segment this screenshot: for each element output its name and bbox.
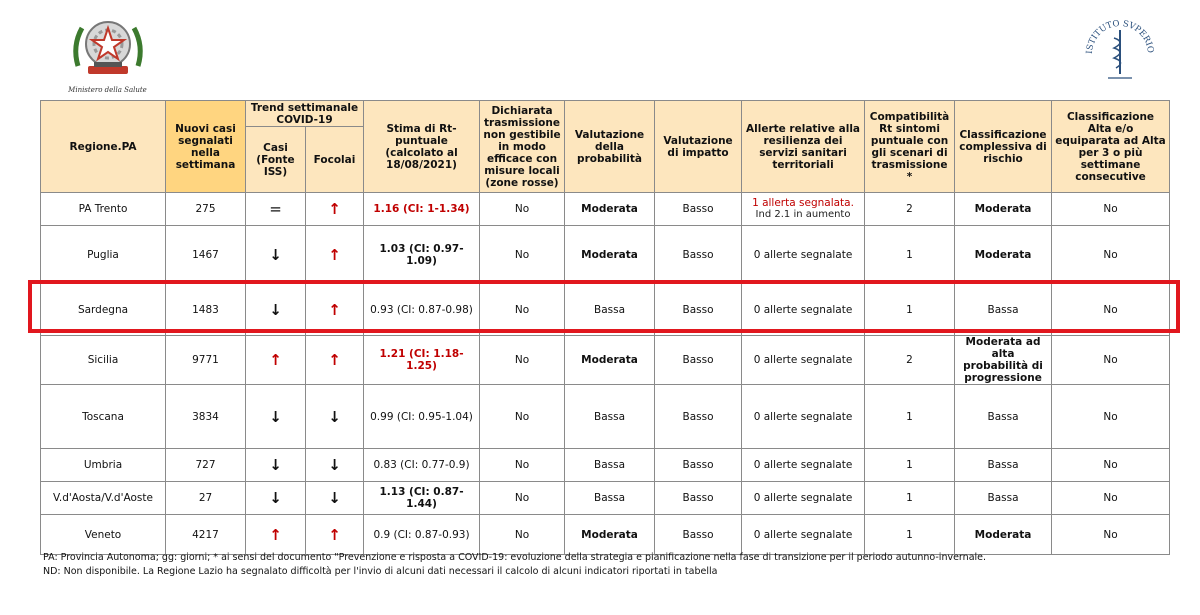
cell-dichiarata: No: [480, 193, 565, 226]
footnote-2: ND: Non disponibile. La Regione Lazio ha segnalato difficoltà per l'invio di alcuni dati necessari il calcolo di alcuni indicatori riportati in tabella: [43, 566, 718, 577]
cell-dichiarata: No: [480, 515, 565, 555]
cell-trend-casi: ↑: [246, 336, 306, 385]
cell-trend-casi: ↓: [246, 226, 306, 284]
cell-nuovi-casi: 9771: [166, 336, 246, 385]
cell-classificazione: Moderata: [955, 193, 1052, 226]
cell-allerte: [742, 226, 865, 284]
ministero-caption: Ministero della Salute: [68, 86, 147, 94]
table-row: [41, 336, 1170, 385]
cell-trend-casi: ↓: [246, 385, 306, 449]
header-trend-group: Trend settimanale COVID-19: [246, 101, 364, 127]
cell-compatibilita: 1: [865, 284, 955, 336]
cell-classif-alta: No: [1052, 515, 1170, 555]
cell-compatibilita: 1: [865, 515, 955, 555]
iss-logo: [1080, 8, 1160, 88]
cell-trend-focolai: ↑: [306, 226, 364, 284]
cell-regione: Sicilia: [41, 336, 166, 385]
allerte-main: 0 allerte segnalate: [753, 410, 853, 423]
cell-regione: Umbria: [41, 449, 166, 482]
cell-probabilita: Moderata: [565, 336, 655, 385]
allerte-main: 0 allerte segnalate: [753, 354, 853, 366]
cell-impatto: Basso: [655, 385, 742, 449]
cell-nuovi-casi: 27: [166, 482, 246, 515]
header-casi-iss: Casi (Fonte ISS): [246, 127, 306, 193]
cell-classificazione: Moderata: [955, 226, 1052, 284]
cell-stima-rt: 1.16 (CI: 1-1.34): [364, 193, 480, 226]
cell-compatibilita: 2: [865, 193, 955, 226]
allerte-main: 1 allerta segnalata.: [752, 197, 854, 209]
cell-regione: V.d'Aosta/V.d'Aoste: [41, 482, 166, 515]
cell-classif-alta: No: [1052, 193, 1170, 226]
cell-trend-focolai: ↓: [306, 449, 364, 482]
table-row: [41, 515, 1170, 555]
cell-stima-rt: 1.21 (CI: 1.18-1.25): [364, 336, 480, 385]
header-regione: Regione.PA: [41, 101, 166, 193]
cell-trend-focolai: ↑: [306, 515, 364, 555]
cell-dichiarata: No: [480, 449, 565, 482]
table-row: [41, 226, 1170, 284]
allerte-main: 0 allerte segnalate: [753, 492, 853, 504]
cell-dichiarata: No: [480, 482, 565, 515]
table-row: [41, 385, 1170, 449]
table-row: [41, 449, 1170, 482]
allerte-main: 0 allerte segnalate: [753, 248, 853, 261]
cell-impatto: Basso: [655, 336, 742, 385]
cell-probabilita: Bassa: [565, 284, 655, 336]
allerte-extra: Ind 2.1 in aumento: [755, 209, 851, 220]
cell-compatibilita: 1: [865, 226, 955, 284]
header-allerte: Allerte relative alla resilienza dei servizi sanitari territoriali: [742, 101, 865, 193]
cell-classificazione: Bassa: [955, 284, 1052, 336]
header-classificazione: Classificazione complessiva di rischio: [955, 101, 1052, 193]
cell-allerte: [742, 515, 865, 555]
header-nuovi-casi: Nuovi casi segnalati nella settimana: [166, 101, 246, 193]
allerte-main: 0 allerte segnalate: [753, 528, 853, 541]
allerte-main: 0 allerte segnalate: [753, 459, 853, 471]
cell-stima-rt: 1.03 (CI: 0.97-1.09): [364, 226, 480, 284]
cell-allerte: [742, 385, 865, 449]
iss-seal-text: ISTITUTO SVPERIO: [1084, 18, 1156, 55]
header-focolai: Focolai: [306, 127, 364, 193]
cell-trend-focolai: ↓: [306, 482, 364, 515]
cell-probabilita: Moderata: [565, 226, 655, 284]
table-row: [41, 482, 1170, 515]
cell-probabilita: Moderata: [565, 193, 655, 226]
cell-compatibilita: 2: [865, 336, 955, 385]
cell-allerte: [742, 336, 865, 385]
cell-dichiarata: No: [480, 385, 565, 449]
svg-text:ISTITUTO SVPERIORE DI SANITÀ: [1080, 8, 1155, 54]
cell-probabilita: Bassa: [565, 385, 655, 449]
allerte-main: 0 allerte segnalate: [753, 303, 853, 316]
cell-nuovi-casi: 727: [166, 449, 246, 482]
cell-compatibilita: 1: [865, 482, 955, 515]
iss-seal-icon: [1080, 8, 1160, 88]
table-row: [41, 193, 1170, 226]
cell-stima-rt: 0.9 (CI: 0.87-0.93): [364, 515, 480, 555]
cell-impatto: Basso: [655, 193, 742, 226]
cell-classificazione: Bassa: [955, 449, 1052, 482]
cell-regione: Sardegna: [41, 284, 166, 336]
cell-classificazione: Bassa: [955, 482, 1052, 515]
cell-classif-alta: No: [1052, 284, 1170, 336]
cell-regione: Veneto: [41, 515, 166, 555]
cell-allerte: [742, 193, 865, 226]
header-stima-rt: Stima di Rt-puntuale (calcolato al 18/08/2021): [364, 101, 480, 193]
cell-trend-focolai: ↓: [306, 385, 364, 449]
cell-impatto: Basso: [655, 449, 742, 482]
sardegna-highlight-box: [28, 280, 1180, 333]
footnote-1: PA: Provincia Autonoma; gg: giorni; * ai sensi del documento "Prevenzione e risposta a COVID-19: evoluzione della strategia e pianificazione nella fase di transizione per il periodo autunno-invernale.: [43, 552, 987, 563]
cell-trend-focolai: ↑: [306, 193, 364, 226]
cell-probabilita: Bassa: [565, 482, 655, 515]
emblem-icon: [68, 6, 148, 86]
cell-nuovi-casi: 4217: [166, 515, 246, 555]
header-val-probabilita: Valutazione della probabilità: [565, 101, 655, 193]
cell-stima-rt: 0.99 (CI: 0.95-1.04): [364, 385, 480, 449]
cell-dichiarata: No: [480, 336, 565, 385]
cell-classif-alta: No: [1052, 336, 1170, 385]
cell-probabilita: Moderata: [565, 515, 655, 555]
cell-classificazione: Moderata: [955, 515, 1052, 555]
cell-nuovi-casi: 3834: [166, 385, 246, 449]
cell-classif-alta: No: [1052, 449, 1170, 482]
cell-allerte: [742, 449, 865, 482]
cell-impatto: Basso: [655, 482, 742, 515]
cell-trend-casi: ↓: [246, 482, 306, 515]
cell-regione: PA Trento: [41, 193, 166, 226]
cell-impatto: Basso: [655, 284, 742, 336]
cell-impatto: Basso: [655, 226, 742, 284]
table-body: [41, 193, 1170, 555]
cell-regione: Toscana: [41, 385, 166, 449]
cell-impatto: Basso: [655, 515, 742, 555]
ministero-logo: [60, 6, 155, 98]
cell-stima-rt: 1.13 (CI: 0.87-1.44): [364, 482, 480, 515]
cell-nuovi-casi: 275: [166, 193, 246, 226]
cell-trend-casi: ↑: [246, 515, 306, 555]
cell-trend-casi: ↓: [246, 449, 306, 482]
cell-stima-rt: 0.83 (CI: 0.77-0.9): [364, 449, 480, 482]
cell-classif-alta: No: [1052, 385, 1170, 449]
cell-trend-focolai: ↑: [306, 284, 364, 336]
header-classif-alta: Classificazione Alta e/o equiparata ad Alta per 3 o più settimane consecutive: [1052, 101, 1170, 193]
header-val-impatto: Valutazione di impatto: [655, 101, 742, 193]
header-compatibilita: Compatibilità Rt sintomi puntuale con gli scenari di trasmissione *: [865, 101, 955, 193]
cell-classif-alta: No: [1052, 482, 1170, 515]
cell-dichiarata: No: [480, 226, 565, 284]
cell-dichiarata: No: [480, 284, 565, 336]
cell-regione: Puglia: [41, 226, 166, 284]
cell-nuovi-casi: 1483: [166, 284, 246, 336]
cell-classificazione: Bassa: [955, 385, 1052, 449]
cell-trend-casi: ↓: [246, 284, 306, 336]
cell-classificazione: Moderata ad alta probabilità di progressione: [955, 336, 1052, 385]
cell-compatibilita: 1: [865, 449, 955, 482]
cell-trend-focolai: ↑: [306, 336, 364, 385]
cell-classif-alta: No: [1052, 226, 1170, 284]
cell-nuovi-casi: 1467: [166, 226, 246, 284]
cell-allerte: [742, 482, 865, 515]
cell-stima-rt: 0.93 (CI: 0.87-0.98): [364, 284, 480, 336]
cell-probabilita: Bassa: [565, 449, 655, 482]
cell-compatibilita: 1: [865, 385, 955, 449]
cell-trend-casi: =: [246, 193, 306, 226]
header-dichiarata: Dichiarata trasmissione non gestibile in modo efficace con misure locali (zone rosse): [480, 101, 565, 193]
